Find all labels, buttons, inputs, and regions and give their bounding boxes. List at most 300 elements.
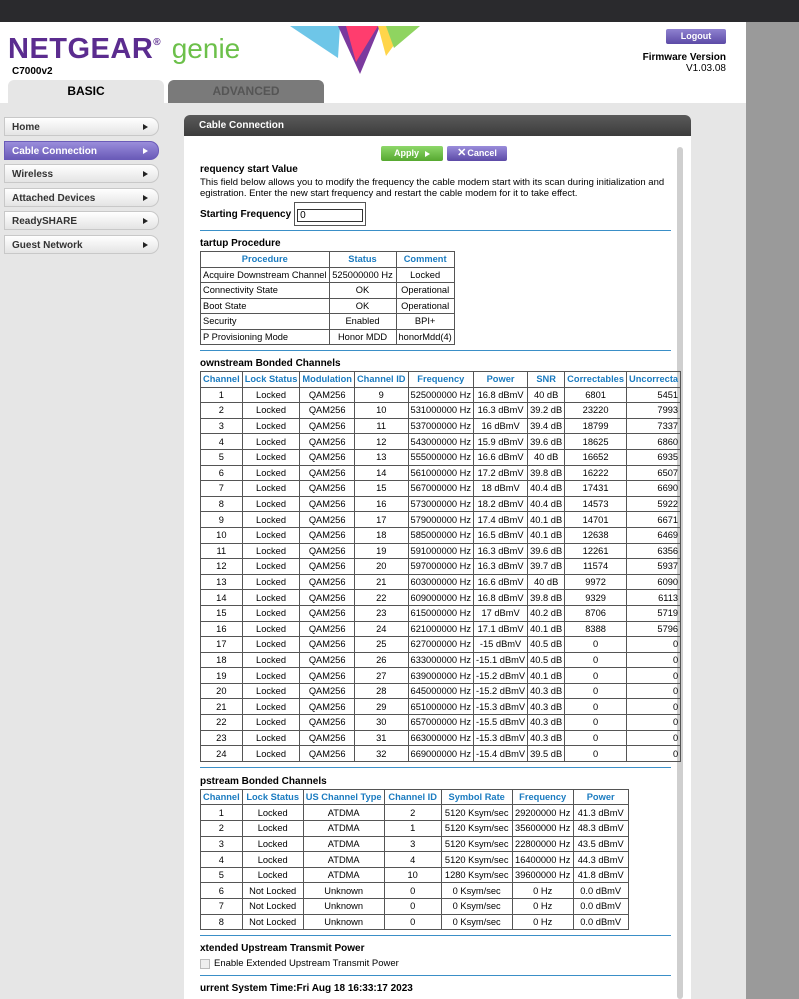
table-cell: 555000000 Hz — [408, 449, 473, 465]
table-cell: QAM256 — [300, 574, 355, 590]
table-cell: 40.4 dB — [528, 496, 565, 512]
table-row — [201, 683, 681, 699]
table-cell: QAM256 — [300, 434, 355, 450]
table-cell: Locked — [242, 559, 300, 575]
column-header: Channel — [201, 372, 243, 388]
table-cell: Locked — [242, 434, 300, 450]
play-arrow-icon — [425, 151, 430, 157]
panel-content — [200, 162, 679, 995]
table-row — [201, 512, 681, 528]
table-cell: 8706 — [565, 605, 627, 621]
table-cell: 0 — [565, 730, 627, 746]
table-cell: 17 — [201, 637, 243, 653]
table-row — [201, 527, 681, 543]
chevron-right-icon — [143, 171, 148, 177]
table-cell: 9329 — [565, 590, 627, 606]
table-cell: 11 — [354, 418, 408, 434]
column-header: Correctables — [565, 372, 627, 388]
table-cell: 657000000 Hz — [408, 715, 473, 731]
tab-basic[interactable]: BASIC — [8, 80, 164, 103]
table-row — [201, 465, 681, 481]
table-row — [201, 403, 681, 419]
table-cell: 1 — [201, 387, 243, 403]
table-cell: 16.5 dBmV — [474, 527, 528, 543]
tab-advanced[interactable]: ADVANCED — [168, 80, 324, 103]
table-cell: 25 — [354, 637, 408, 653]
table-row — [201, 637, 681, 653]
sidebar-item-label: Wireless — [12, 169, 54, 180]
table-cell: 6 — [201, 465, 243, 481]
table-cell: 0.0 dBmV — [573, 899, 628, 915]
table-cell: 40.5 dB — [528, 652, 565, 668]
table-cell: 0 Hz — [512, 914, 573, 930]
table-cell: -15.5 dBmV — [474, 715, 528, 731]
column-header: Procedure — [201, 252, 330, 268]
table-cell: 0 — [565, 715, 627, 731]
table-cell: 17 dBmV — [474, 605, 528, 621]
table-cell: -15.2 dBmV — [474, 668, 528, 684]
table-cell: Not Locked — [242, 883, 303, 899]
table-cell: Locked — [242, 403, 300, 419]
starting-frequency-box — [294, 202, 366, 226]
table-cell: 6690 — [627, 481, 681, 497]
table-cell: 0 — [565, 699, 627, 715]
table-row — [201, 836, 629, 852]
table-cell: 0 — [565, 637, 627, 653]
table-cell: 40.3 dB — [528, 715, 565, 731]
column-header: Uncorrecta — [627, 372, 681, 388]
table-cell: QAM256 — [300, 512, 355, 528]
table-cell: 14701 — [565, 512, 627, 528]
table-cell: QAM256 — [300, 527, 355, 543]
table-cell: 28 — [354, 683, 408, 699]
table-cell: -15.3 dBmV — [474, 730, 528, 746]
table-cell: Locked — [242, 867, 303, 883]
table-row: P Provisioning Mode Honor MDD honorMdd(4) — [201, 329, 455, 345]
table-cell: 13 — [201, 574, 243, 590]
table-cell: 0 — [627, 730, 681, 746]
table-cell: 9 — [201, 512, 243, 528]
table-cell: 6507 — [627, 465, 681, 481]
table-cell: 40.3 dB — [528, 699, 565, 715]
table-cell: 23220 — [565, 403, 627, 419]
sidebar-item-label: Cable Connection — [12, 145, 98, 157]
startup-procedure-title: tartup Procedure — [200, 238, 281, 249]
table-row — [201, 621, 681, 637]
table-cell: 0 — [627, 746, 681, 762]
table-cell: 5 — [201, 867, 243, 883]
sidebar-menu — [4, 117, 159, 258]
table-cell: 5120 Ksym/sec — [441, 805, 512, 821]
table-cell: 16 dBmV — [474, 418, 528, 434]
table-cell: 16.8 dBmV — [474, 387, 528, 403]
model-name: C7000v2 — [12, 66, 53, 77]
table-cell: 0 — [565, 668, 627, 684]
table-cell: 651000000 Hz — [408, 699, 473, 715]
column-header: Channel ID — [384, 789, 441, 805]
table-cell: QAM256 — [300, 715, 355, 731]
table-cell: 20 — [354, 559, 408, 575]
page-background-right — [746, 22, 799, 999]
table-cell: 11 — [201, 543, 243, 559]
chevron-right-icon — [143, 218, 148, 224]
section-divider — [200, 350, 671, 351]
table-cell: Locked — [242, 512, 300, 528]
table-cell: 609000000 Hz — [408, 590, 473, 606]
table-cell: -15.1 dBmV — [474, 652, 528, 668]
table-cell: ATDMA — [303, 852, 384, 868]
table-cell: 17.1 dBmV — [474, 621, 528, 637]
sidebar-item-home[interactable] — [4, 117, 159, 136]
logo-triangles-graphic — [290, 22, 420, 80]
table-cell: 6356 — [627, 543, 681, 559]
table-cell: Unknown — [303, 899, 384, 915]
table-cell: 0.0 dBmV — [573, 914, 628, 930]
table-cell: 10 — [201, 527, 243, 543]
table-cell: 40.5 dB — [528, 637, 565, 653]
table-cell: 5796 — [627, 621, 681, 637]
table-cell: Locked — [242, 836, 303, 852]
table-cell: 669000000 Hz — [408, 746, 473, 762]
table-cell: 525000000 Hz — [408, 387, 473, 403]
sidebar-item-wireless[interactable] — [4, 164, 159, 183]
table-cell: Unknown — [303, 883, 384, 899]
table-cell: 16.3 dBmV — [474, 403, 528, 419]
netgear-logo[interactable]: NETGEAR® genie — [8, 33, 241, 65]
table-cell: Locked — [242, 683, 300, 699]
table-cell: 0 — [384, 899, 441, 915]
table-cell: 14 — [354, 465, 408, 481]
table-cell: 17 — [354, 512, 408, 528]
table-cell: 40.4 dB — [528, 481, 565, 497]
table-cell: 0 — [565, 683, 627, 699]
table-row: Connectivity State OK Operational — [201, 283, 455, 299]
startup-procedure-table — [200, 251, 455, 345]
table-cell: 0 — [565, 746, 627, 762]
table-row — [201, 914, 629, 930]
table-cell: 15.9 dBmV — [474, 434, 528, 450]
table-cell: 12 — [201, 559, 243, 575]
table-cell: 17431 — [565, 481, 627, 497]
chevron-right-icon — [143, 195, 148, 201]
table-cell: 2 — [201, 821, 243, 837]
sidebar-item-attached-devices[interactable] — [4, 188, 159, 207]
table-cell: QAM256 — [300, 559, 355, 575]
table-cell: Not Locked — [242, 899, 303, 915]
table-cell: 0 — [384, 914, 441, 930]
browser-top-bar — [0, 0, 799, 22]
extended-upstream-checkbox[interactable] — [200, 959, 210, 969]
firmware-version-label: Firmware Version — [642, 52, 726, 63]
column-header: Lock Status — [242, 372, 300, 388]
table-cell: 22800000 Hz — [512, 836, 573, 852]
table-cell: Locked — [242, 449, 300, 465]
table-cell: 5 — [201, 449, 243, 465]
table-cell: 12261 — [565, 543, 627, 559]
column-header: Power — [573, 789, 628, 805]
table-cell: QAM256 — [300, 590, 355, 606]
downstream-title: ownstream Bonded Channels — [200, 358, 341, 369]
table-cell: 5451 — [627, 387, 681, 403]
table-cell: 9 — [354, 387, 408, 403]
table-cell: QAM256 — [300, 387, 355, 403]
table-cell: QAM256 — [300, 543, 355, 559]
table-cell: Locked — [242, 481, 300, 497]
table-cell: QAM256 — [300, 652, 355, 668]
table-cell: Locked — [242, 387, 300, 403]
table-row — [201, 746, 681, 762]
table-cell: QAM256 — [300, 668, 355, 684]
table-cell: QAM256 — [300, 683, 355, 699]
table-cell: 5719 — [627, 605, 681, 621]
table-cell: Locked — [242, 652, 300, 668]
table-cell: 639000000 Hz — [408, 668, 473, 684]
column-header: Symbol Rate — [441, 789, 512, 805]
table-cell: QAM256 — [300, 637, 355, 653]
table-cell: 24 — [201, 746, 243, 762]
sidebar-item-readyshare[interactable] — [4, 211, 159, 230]
table-cell: 5120 Ksym/sec — [441, 852, 512, 868]
table-cell: 18799 — [565, 418, 627, 434]
table-cell: 44.3 dBmV — [573, 852, 628, 868]
table-cell: ATDMA — [303, 821, 384, 837]
table-cell: 6469 — [627, 527, 681, 543]
frequency-start-title: requency start Value — [200, 164, 298, 175]
table-row — [201, 543, 681, 559]
table-cell: QAM256 — [300, 418, 355, 434]
table-cell: 12 — [354, 434, 408, 450]
table-cell: -15 dBmV — [474, 637, 528, 653]
table-cell: 5120 Ksym/sec — [441, 821, 512, 837]
table-row — [201, 559, 681, 575]
table-cell: 16.6 dBmV — [474, 574, 528, 590]
table-row — [201, 496, 681, 512]
section-divider — [200, 935, 671, 936]
table-cell: Locked — [242, 574, 300, 590]
table-cell: Locked — [242, 527, 300, 543]
table-cell: 48.3 dBmV — [573, 821, 628, 837]
table-cell: 0 — [384, 883, 441, 899]
table-cell: 18625 — [565, 434, 627, 450]
table-cell: 597000000 Hz — [408, 559, 473, 575]
table-cell: QAM256 — [300, 605, 355, 621]
table-row — [201, 852, 629, 868]
table-cell: 10 — [354, 403, 408, 419]
table-cell: 19 — [201, 668, 243, 684]
upstream-table-body — [201, 805, 629, 930]
table-cell: 663000000 Hz — [408, 730, 473, 746]
table-cell: 15 — [354, 481, 408, 497]
table-cell: 39.6 dB — [528, 434, 565, 450]
table-cell: 6935 — [627, 449, 681, 465]
table-row — [201, 867, 629, 883]
table-cell: 2 — [384, 805, 441, 821]
column-header: Channel — [201, 789, 243, 805]
table-cell: 3 — [201, 418, 243, 434]
starting-frequency-row — [200, 202, 671, 226]
table-cell: 0 — [627, 668, 681, 684]
table-cell: 10 — [384, 867, 441, 883]
table-cell: 573000000 Hz — [408, 496, 473, 512]
cancel-button[interactable]: ✕Cancel — [447, 146, 507, 161]
table-cell: 26 — [354, 652, 408, 668]
extended-upstream-title: xtended Upstream Transmit Power — [200, 943, 365, 955]
table-cell: 621000000 Hz — [408, 621, 473, 637]
table-cell: 591000000 Hz — [408, 543, 473, 559]
table-cell: 40.1 dB — [528, 512, 565, 528]
table-cell: 43.5 dBmV — [573, 836, 628, 852]
table-cell: 7 — [201, 899, 243, 915]
table-cell: 537000000 Hz — [408, 418, 473, 434]
table-row — [201, 715, 681, 731]
table-cell: 16400000 Hz — [512, 852, 573, 868]
table-cell: 16.3 dBmV — [474, 559, 528, 575]
table-cell: 18 dBmV — [474, 481, 528, 497]
table-row — [201, 449, 681, 465]
table-cell: 11574 — [565, 559, 627, 575]
table-cell: 1 — [384, 821, 441, 837]
table-cell: Locked — [242, 746, 300, 762]
downstream-table-body — [201, 387, 681, 761]
table-cell: 7993 — [627, 403, 681, 419]
table-cell: 18.2 dBmV — [474, 496, 528, 512]
table-cell: 39.7 dB — [528, 559, 565, 575]
table-cell: 0 Ksym/sec — [441, 883, 512, 899]
table-cell: 3 — [201, 836, 243, 852]
table-cell: 39.4 dB — [528, 418, 565, 434]
table-cell: 16222 — [565, 465, 627, 481]
table-cell: 40 dB — [528, 449, 565, 465]
table-cell: -15.4 dBmV — [474, 746, 528, 762]
table-cell: 16.6 dBmV — [474, 449, 528, 465]
table-cell: 633000000 Hz — [408, 652, 473, 668]
table-cell: Locked — [242, 418, 300, 434]
table-cell: 1280 Ksym/sec — [441, 867, 512, 883]
table-cell: 0 Hz — [512, 883, 573, 899]
table-cell: 0 — [627, 637, 681, 653]
table-cell: 39.6 dB — [528, 543, 565, 559]
table-cell: QAM256 — [300, 730, 355, 746]
table-cell: 16652 — [565, 449, 627, 465]
table-cell: 15 — [201, 605, 243, 621]
table-cell: QAM256 — [300, 481, 355, 497]
table-row — [201, 821, 629, 837]
chevron-right-icon — [143, 124, 148, 130]
table-cell: 585000000 Hz — [408, 527, 473, 543]
table-cell: 543000000 Hz — [408, 434, 473, 450]
table-cell: 561000000 Hz — [408, 465, 473, 481]
table-row — [201, 590, 681, 606]
table-cell: 531000000 Hz — [408, 403, 473, 419]
table-cell: 40.3 dB — [528, 683, 565, 699]
table-row — [201, 418, 681, 434]
table-cell: 22 — [354, 590, 408, 606]
table-cell: 645000000 Hz — [408, 683, 473, 699]
table-cell: 20 — [201, 683, 243, 699]
table-header-row — [201, 252, 455, 268]
table-cell: 13 — [354, 449, 408, 465]
table-cell: 6090 — [627, 574, 681, 590]
table-cell: 2 — [201, 403, 243, 419]
extended-upstream-row — [200, 958, 671, 969]
column-header: Comment — [396, 252, 454, 268]
sidebar-item-label: Attached Devices — [12, 192, 96, 204]
sidebar-item-cable-connection[interactable] — [4, 141, 159, 160]
table-cell: Locked — [242, 821, 303, 837]
sidebar-item-guest-network[interactable] — [4, 235, 159, 254]
table-row — [201, 574, 681, 590]
column-header: Channel ID — [354, 372, 408, 388]
table-row — [201, 883, 629, 899]
table-cell: 0 Ksym/sec — [441, 914, 512, 930]
upstream-title: pstream Bonded Channels — [200, 775, 327, 787]
panel-title: Cable Connection — [184, 115, 691, 136]
table-row — [201, 805, 629, 821]
starting-frequency-input[interactable] — [297, 209, 363, 222]
column-header: Power — [474, 372, 528, 388]
table-cell: Locked — [242, 590, 300, 606]
table-cell: Locked — [242, 668, 300, 684]
table-cell: 7 — [201, 481, 243, 497]
table-cell: 29200000 Hz — [512, 805, 573, 821]
firmware-version-value: V1.03.08 — [685, 63, 726, 74]
table-cell: Locked — [242, 637, 300, 653]
table-cell: -15.2 dBmV — [474, 683, 528, 699]
table-cell: QAM256 — [300, 746, 355, 762]
table-cell: 0 Ksym/sec — [441, 899, 512, 915]
table-cell: 14573 — [565, 496, 627, 512]
table-cell: 603000000 Hz — [408, 574, 473, 590]
table-row — [201, 605, 681, 621]
table-cell: 22 — [201, 715, 243, 731]
table-cell: 0 — [627, 652, 681, 668]
section-divider — [200, 975, 671, 976]
table-cell: Locked — [242, 805, 303, 821]
section-divider — [200, 767, 671, 768]
sidebar-item-label: Guest Network — [12, 239, 83, 251]
apply-button[interactable]: Apply — [381, 146, 443, 161]
table-cell: Locked — [242, 496, 300, 512]
table-cell: 579000000 Hz — [408, 512, 473, 528]
table-cell: 0 Hz — [512, 899, 573, 915]
close-icon: ✕ — [457, 147, 467, 159]
table-row — [201, 434, 681, 450]
table-cell: -15.3 dBmV — [474, 699, 528, 715]
table-cell: 12638 — [565, 527, 627, 543]
table-cell: 5922 — [627, 496, 681, 512]
table-row — [201, 481, 681, 497]
table-cell: 39.8 dB — [528, 465, 565, 481]
table-cell: Locked — [242, 699, 300, 715]
table-cell: 0 — [565, 652, 627, 668]
table-row: Acquire Downstream Channel 525000000 Hz Locked — [201, 267, 455, 283]
current-system-time: urrent System Time:Fri Aug 18 16:33:17 2023 — [200, 983, 413, 995]
frequency-description-line2: egistration. Enter the new start frequency and restart the cable modem for it to take effect. — [200, 188, 578, 199]
table-cell: QAM256 — [300, 621, 355, 637]
logout-button[interactable]: Logout — [666, 29, 726, 44]
table-cell: 16 — [354, 496, 408, 512]
table-cell: 41.3 dBmV — [573, 805, 628, 821]
column-header: Frequency — [512, 789, 573, 805]
table-cell: ATDMA — [303, 805, 384, 821]
section-divider — [200, 230, 671, 231]
table-cell: 4 — [201, 852, 243, 868]
table-cell: Locked — [242, 465, 300, 481]
table-cell: 29 — [354, 699, 408, 715]
column-header: Frequency — [408, 372, 473, 388]
table-row — [201, 730, 681, 746]
table-cell: 24 — [354, 621, 408, 637]
